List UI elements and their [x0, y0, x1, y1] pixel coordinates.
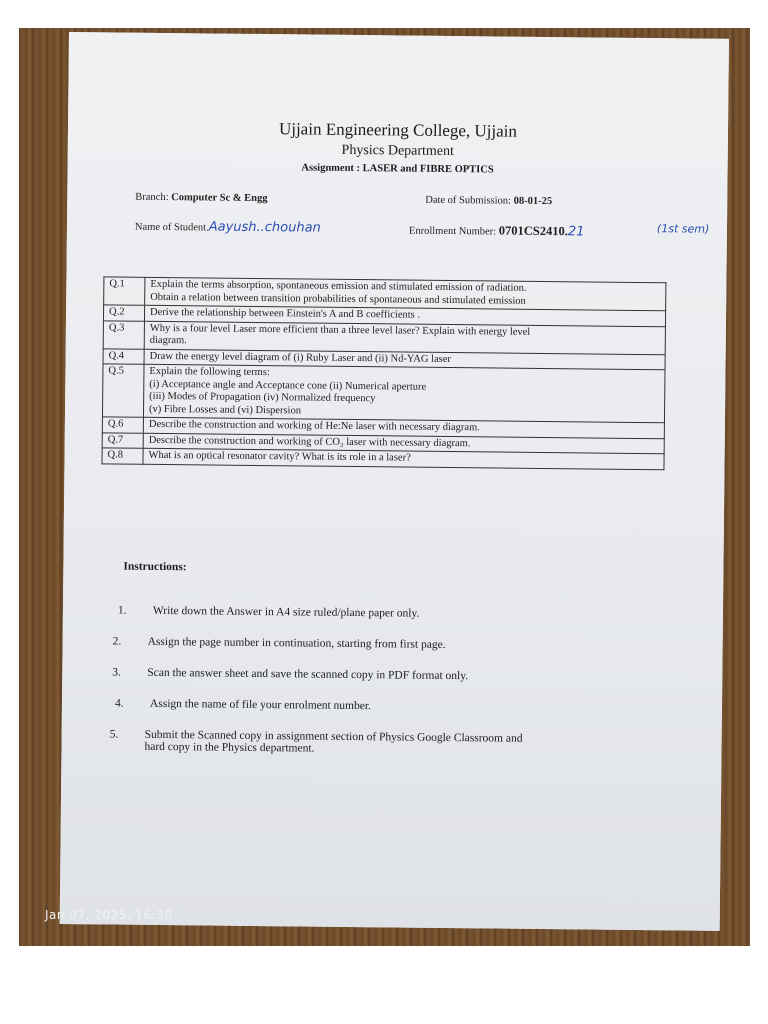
question-line: Explain the following terms: — [149, 365, 270, 379]
question-number: Q.3 — [103, 320, 144, 348]
instruction-line: Assign the name of file your enrolment number. — [149, 697, 372, 713]
question-line: Draw the energy level diagram of (i) Ruby Laser and (ii) Nd-YAG laser — [149, 350, 451, 365]
instruction-line: Write down the Answer in A4 size ruled/plane paper only. — [152, 604, 420, 620]
photo-timestamp: Jan 07, 2025, 16:30 — [45, 908, 173, 922]
instruction-text — [147, 667, 468, 682]
date-value: 08-01-25 — [513, 195, 553, 208]
question-line: Describe the construction and working of CO₂ laser with necessary diagram. — [148, 434, 471, 449]
question-line: (iii) Modes of Propagation (iv) Normalized frequency — [149, 390, 376, 405]
question-line: Explain the terms absorption, spontaneous emission and stimulated emission of radiation. — [150, 278, 527, 294]
question-line: Derive the relationship between Einstein's A and B coefficients . — [150, 306, 421, 321]
question-number: Q.1 — [104, 277, 145, 305]
instruction-number: 3. — [112, 666, 121, 679]
instruction-item — [115, 698, 371, 713]
instruction-number: 1. — [117, 604, 127, 617]
date-row — [425, 195, 552, 207]
question-number: Q.4 — [103, 348, 144, 364]
assignment-title: Assignment : LASER and FIBRE OPTICS — [301, 162, 494, 176]
instruction-line: Assign the page number in continuation, starting from first page. — [147, 635, 446, 651]
instruction-line: Scan the answer sheet and save the scanned copy in PDF format only. — [147, 666, 469, 683]
student-name-handwritten: Aayush..chouhan — [208, 219, 321, 236]
instruction-number: 2. — [112, 635, 122, 648]
question-line: Describe the construction and working of He:Ne laser with necessary diagram. — [148, 418, 480, 434]
enrollment-value: 0701CS2410. — [498, 223, 568, 239]
question-line: (v) Fibre Losses and (vi) Dispersion — [149, 403, 302, 416]
student-name-row — [135, 219, 321, 236]
question-line: Obtain a relation between transition probabilities of spontaneous and stimulated emission — [150, 291, 526, 307]
instruction-line: hard copy in the Physics department. — [144, 740, 315, 755]
photo-background — [19, 28, 750, 946]
instructions-title: Instructions: — [123, 560, 187, 574]
branch-row — [135, 192, 267, 204]
instruction-text — [144, 729, 522, 757]
instruction-number: 4. — [114, 697, 124, 710]
question-number: Q.6 — [102, 417, 143, 433]
question-line: diagram. — [149, 334, 187, 347]
semester-note: (1st sem) — [656, 222, 710, 236]
branch-value: Computer Sc & Engg — [171, 192, 268, 205]
date-label: Date of Submission: — [425, 194, 512, 207]
instruction-text — [148, 636, 446, 651]
instruction-item — [118, 605, 420, 620]
question-row — [102, 364, 665, 423]
question-number: Q.8 — [102, 448, 143, 464]
instruction-item — [112, 666, 468, 682]
question-line: Why is a four level Laser more efficient than a three level laser? Explain with energy level — [149, 322, 531, 338]
enrollment-label: Enrollment Number: — [408, 225, 497, 238]
instruction-text — [150, 698, 371, 712]
assignment-sheet — [60, 32, 729, 931]
instruction-line: Submit the Scanned copy in assignment section of Physics Google Classroom and — [144, 728, 523, 745]
questions-table — [101, 276, 666, 469]
question-number: Q.2 — [103, 305, 144, 321]
question-number: Q.5 — [102, 364, 144, 417]
instruction-text — [153, 605, 420, 620]
college-name: Ujjain Engineering College, Ujjain — [278, 119, 518, 141]
question-line: (i) Acceptance angle and Acceptance cone (ii) Numerical aperture — [149, 378, 427, 393]
department-name: Physics Department — [341, 142, 455, 160]
instruction-number: 5. — [109, 728, 119, 741]
question-line: What is an optical resonator cavity? What is its role in a laser? — [148, 449, 411, 464]
instruction-item — [113, 635, 446, 650]
student-name-label: Name of Student. — [134, 221, 209, 234]
enrollment-handwritten: 21 — [567, 224, 585, 240]
question-number: Q.7 — [102, 432, 143, 448]
branch-label: Branch: — [135, 191, 169, 204]
instruction-item — [109, 728, 522, 756]
question-text — [143, 364, 665, 422]
enrollment-row — [409, 223, 585, 240]
